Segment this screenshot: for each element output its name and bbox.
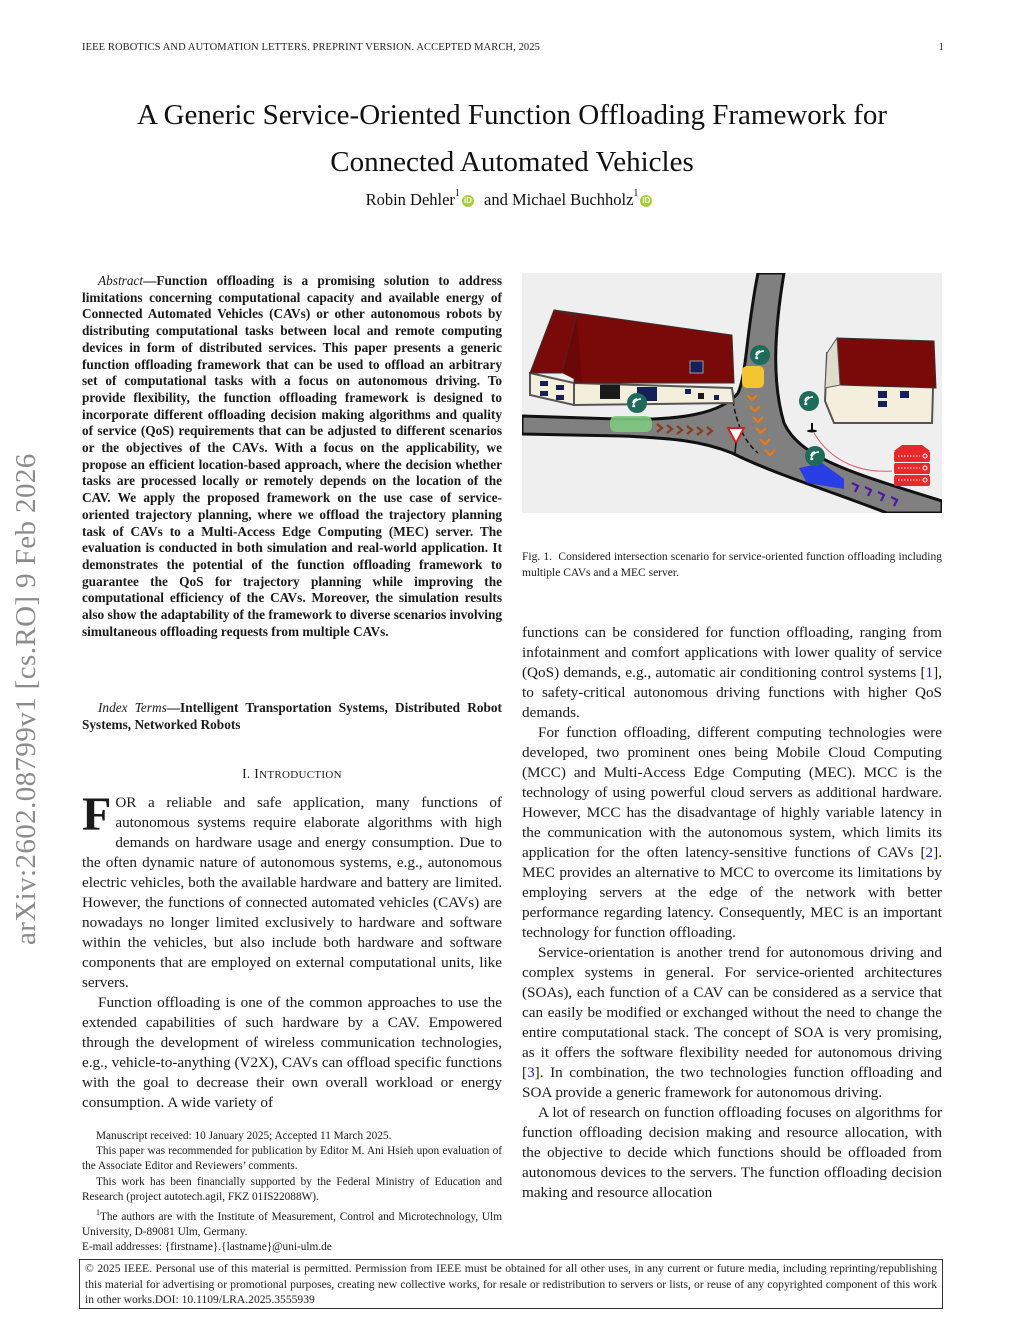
section-heading-introduction — [82, 766, 502, 782]
mec-server — [894, 445, 930, 486]
right-column-body — [522, 623, 942, 1203]
running-header — [82, 42, 944, 53]
citation-link[interactable]: 1 — [925, 664, 934, 681]
author-name: Robin Dehler — [365, 190, 455, 209]
abstract-text: Function offloading is a promising solution to address limitations concerning computational capacity and available energy of Connected Automated Vehicles (CAVs) or other autonomous robots by distributing computational tasks between local and remote computing devices in form of distributed services. This paper presents a generic function offloading framework that can be used to offload an arbitrary set of computational tasks with a focus on autonomous driving. To provide flexibility, the function offloading framework is designed to incorporate different offloading decision making algorithms and quality of service (QoS) requirements that can be adjusted to different scenarios or the objectives of the CAVs. With a focus on the applicability, we propose an efficient location-based approach, where the decision whether tasks are processed locally or remotely depends on the location of the CAV. We apply the proposed framework on the use case of service-oriented trajectory planning, where we offload the trajectory planning task of CAVs to a Multi-Access Edge Computing (MEC) server. The evaluation is conducted in both simulation and real-world application. It demonstrates the potential of the function offloading framework to guarantee the QoS for trajectory planning while improving the computational efficiency of the CAVs. Moreover, the simulation results also show the adaptability of the framework to diverse scenarios involving simultaneous offloading requests from multiple CAVs. — [82, 273, 502, 639]
footnote-affiliation — [82, 1205, 502, 1240]
orcid-icon[interactable]: iD — [463, 196, 472, 206]
paper-title — [60, 92, 964, 186]
running-title: IEEE ROBOTICS AND AUTOMATION LETTERS. PREPRINT VERSION. ACCEPTED MARCH, 2025 — [82, 42, 540, 53]
paragraph — [82, 788, 502, 993]
intersection-scenario-illustration — [522, 273, 942, 513]
paragraph-text: functions can be considered for function offloading, ranging from infotainment and comfort applications with lower quality of service (QoS) demands, e.g., automatic air conditioning control systems [ — [522, 624, 942, 681]
figure-1-illustration — [522, 273, 942, 513]
affiliation-mark: 1 — [633, 188, 639, 199]
copyright-notice — [79, 1259, 943, 1309]
section-first-letter: I — [254, 766, 260, 781]
index-terms — [82, 700, 502, 733]
author-name: Michael Buchholz — [512, 190, 634, 209]
doi[interactable]: DOI: 10.1109/LRA.2025.3555939 — [154, 1293, 315, 1307]
paragraph-text: OR a reliable and safe application, many functions of autonomous systems require elaborate algorithms with high demands on hardware usage and energy consumption. Due to the often dynamic nature of autonomous systems, e.g., autonomous electric vehicles, both the available hardware and battery are limited. However, the functions of connected automated vehicles (CAVs) are nowadays no longer limited exclusively to hardware and software within the vehicles, but also include both hardware and software components that are employed on external computational units, like servers. — [82, 794, 502, 991]
page-number: 1 — [938, 42, 944, 53]
drop-cap: F — [82, 788, 112, 841]
abstract-dash: — — [143, 273, 157, 288]
paragraph-text: ]. In combination, the two technologies function offloading and SOA provide a generic framework for autonomous driving. — [522, 1064, 942, 1101]
affiliation-text: The authors are with the Institute of Measurement, Control and Microtechnology, Ulm University, D-89081 Ulm, Germany. — [82, 1210, 502, 1238]
paragraph — [522, 723, 942, 943]
paragraph: Function offloading is one of the common approaches to use the extended capabilities of such hardware by a CAV. Empowered through the development of wireless communication technologies, e.g., vehicle-to-anything (V2X), CAVs can offload specific functions with the goal to decrease their own overall workload or energy consumption. A wide variety of — [82, 994, 502, 1111]
title-line-1: A Generic Service-Oriented Function Offloading Framework for — [136, 99, 888, 131]
yellow-car — [742, 366, 764, 388]
author-list — [60, 190, 964, 210]
paragraph-text: Service-orientation is another trend for autonomous driving and complex systems in general. For service-oriented architectures (SOAs), each function of a CAV can be considered as a service that can easily be modified or exchanged without the need to change the entire computational stack. The concept of SOA is very promising, as it offers the software flexibility needed for autonomous driving [ — [522, 944, 942, 1081]
footnote-funding: This work has been financially supported by the Federal Ministry of Education and Research (project autotech.agil, FKZ 01IS22088W). — [82, 1175, 502, 1203]
section-numeral: I. — [242, 766, 255, 781]
introduction-body — [82, 788, 502, 1113]
footnote-email: E-mail addresses: {firstname}.{lastname}@uni-ulm.de — [82, 1241, 332, 1254]
paragraph-text: ], to safety-critical autonomous driving functions with higher QoS demands. — [522, 664, 942, 721]
green-car — [610, 416, 652, 432]
arxiv-stamp: arXiv:2602.08799v1 [cs.RO] 9 Feb 2026 — [10, 453, 42, 945]
caption-label: Fig. 1. — [522, 551, 553, 563]
index-terms-label: Index Terms — [98, 700, 167, 715]
abstract-label: Abstract — [98, 273, 144, 288]
orcid-icon[interactable]: iD — [642, 196, 651, 206]
figure-1-caption — [522, 550, 942, 581]
title-line-2: Connected Automated Vehicles — [330, 146, 694, 178]
footnote-editor: This paper was recommended for publication by Editor M. Ani Hsieh upon evaluation of the Associate Editor and Reviewers’ comments. — [82, 1145, 502, 1173]
affiliation-mark: 1 — [454, 188, 460, 199]
section-title-rest: NTRODUCTION — [259, 769, 342, 781]
caption-text: Considered intersection scenario for service-oriented function offloading including multiple CAVs and a MEC server. — [522, 551, 942, 579]
citation-link[interactable]: 3 — [527, 1064, 535, 1081]
paragraph — [522, 943, 942, 1103]
paragraph-text: ]. MEC provides an alternative to MCC to overcome its limitations by employing servers at the edge of the network with better performance regarding latency. Consequently, MEC is an important technology for function offloading. — [522, 844, 942, 941]
small-house — [825, 338, 936, 423]
copyright-text: © 2025 IEEE. Personal use of this material is permitted. Permission from IEEE must be obtained for all other uses, in any current or future media, including reprinting/republishing this material for advertising or promotional purposes, creating new collective works, for resale or redistribution to servers or lists, or reuse of any copyrighted component of this work in other works. — [85, 1262, 937, 1307]
index-terms-dash: — — [166, 700, 181, 715]
paragraph: A lot of research on function offloading focuses on algorithms for function offloading decision making and resource allocation, with the objective to decide which functions should be offloaded from autonomous devices to the servers. The function offloading decision making and resource allocation — [522, 1104, 942, 1201]
paragraph-text: For function offloading, different computing technologies were developed, two prominent ones being Mobile Cloud Computing (MCC) and Multi-Access Edge Computing (MEC). MCC is the technology of using powerful cloud servers as additional hardware. However, MCC has the disadvantage of highly variable latency in the communication with the autonomous system, which limits its application for the often latency-sensitive functions of CAVs [ — [522, 724, 942, 861]
citation-link[interactable]: 2 — [925, 844, 934, 861]
author-conjunction: and — [484, 190, 508, 209]
paragraph — [522, 623, 942, 723]
index-terms-text: Intelligent Transportation Systems, Distributed Robot Systems, Networked Robots — [82, 700, 502, 732]
abstract — [82, 273, 502, 640]
footnotes — [82, 1129, 502, 1255]
affiliation-mark: 1 — [96, 1208, 100, 1218]
footnote-received: Manuscript received: 10 January 2025; Accepted 11 March 2025. — [96, 1130, 392, 1142]
